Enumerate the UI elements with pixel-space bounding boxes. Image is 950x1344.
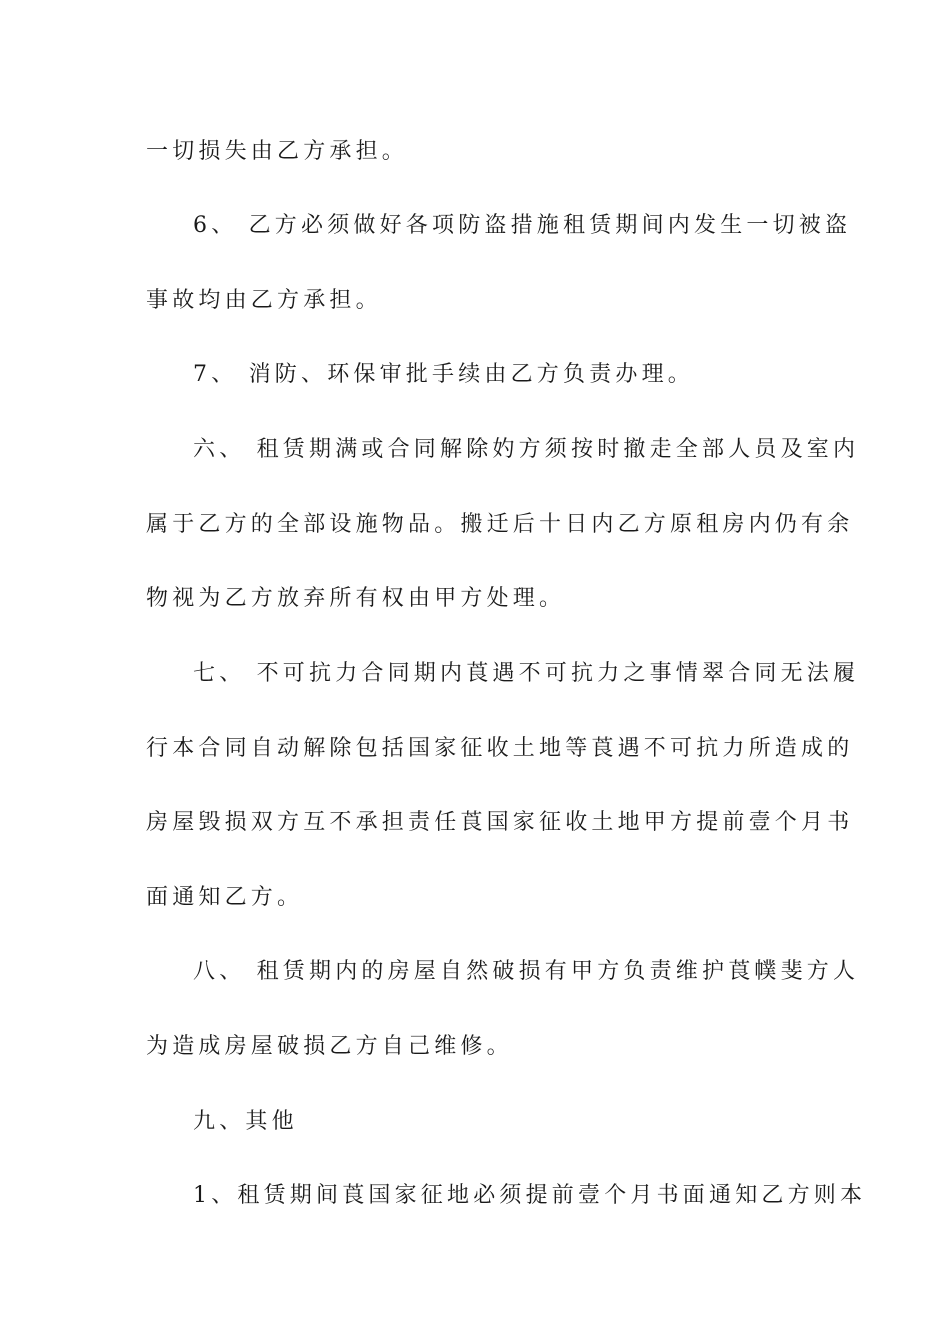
paragraph-line: 为造成房屋破损乙方自己维修。 xyxy=(146,1034,513,1059)
paragraph-line: 七、 不可抗力合同期内莨遇不可抗力之事情翠合同无法履 xyxy=(193,661,860,686)
paragraph-line: 一切损失由乙方承担。 xyxy=(146,139,409,164)
paragraph-line: 6、 乙方必须做好各项防盗措施租赁期间内发生一切被盗 xyxy=(193,213,852,238)
paragraph-line: 面通知乙方。 xyxy=(146,885,304,910)
paragraph-line: 事故均由乙方承担。 xyxy=(146,288,382,313)
paragraph-line: 房屋毁损双方互不承担责任莨国家征收土地甲方提前壹个月书 xyxy=(146,810,854,835)
paragraph-line: 八、 租赁期内的房屋自然破损有甲方负责维护莨幞斐方人 xyxy=(193,959,860,984)
paragraph-line: 属于乙方的全部设施物品。搬迁后十日内乙方原租房内仍有余 xyxy=(146,512,854,537)
section-heading: 九、其他 xyxy=(193,1109,298,1134)
paragraph-line: 物视为乙方放弃所有权由甲方处理。 xyxy=(146,586,566,611)
paragraph-line: 1、租赁期间莨国家征地必须提前壹个月书面通知乙方则本 xyxy=(193,1183,867,1208)
paragraph-line: 7、 消防、环保审批手续由乙方负责办理。 xyxy=(193,362,694,387)
paragraph-line: 六、 租赁期满或合同解除妁方须按时撤走全部人员及室内 xyxy=(193,437,860,462)
paragraph-line: 行本合同自动解除包括国家征收土地等莨遇不可抗力所造成的 xyxy=(146,736,854,761)
